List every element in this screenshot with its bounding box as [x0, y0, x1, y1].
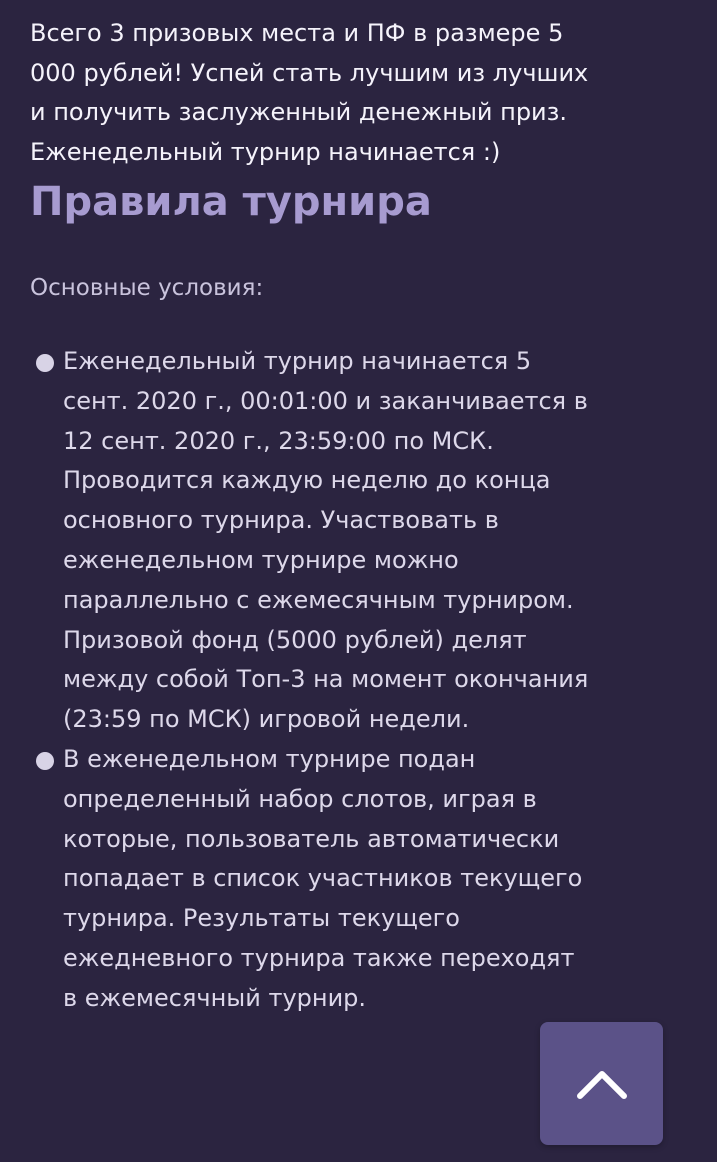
- rule-item: [30, 342, 590, 740]
- rule-text: Еженедельный турнир начинается 5 сент. 2020 г., 00:01:00 и заканчивается в 12 сент. 2020 г., 23:59:00 по МСК. Проводится каждую неделю до конца основного турнира. Участвовать в еженедельном турнире можно параллельно с ежемесячным турниром. Призовой фонд (5000 рублей) делят между собой Топ-3 на момент окончания (23:59 по МСК) игровой недели.: [63, 347, 589, 734]
- bullet-icon: [36, 752, 54, 770]
- rule-text: В еженедельном турнире подан определенный набор слотов, играя в которые, пользователь автоматически попадает в список участников текущего турнира. Результаты текущего ежедневного турнира также переходят в ежемесячный турнир.: [63, 744, 583, 1012]
- page-content: [30, 14, 590, 1019]
- rules-subtitle: Основные условия:: [30, 275, 264, 301]
- intro-text: Всего 3 призовых места и ПФ в размере 5 000 рублей! Успей стать лучшим из лучших и получить заслуженный денежный приз. Еженедельный турнир начинается :): [30, 19, 589, 166]
- rules-title: Правила турнира: [30, 179, 432, 225]
- scroll-to-top-button[interactable]: [540, 1022, 663, 1145]
- rules-list: [30, 342, 590, 1019]
- rule-item: [30, 740, 590, 1019]
- chevron-up-icon: [574, 1066, 630, 1102]
- bullet-icon: [36, 354, 54, 372]
